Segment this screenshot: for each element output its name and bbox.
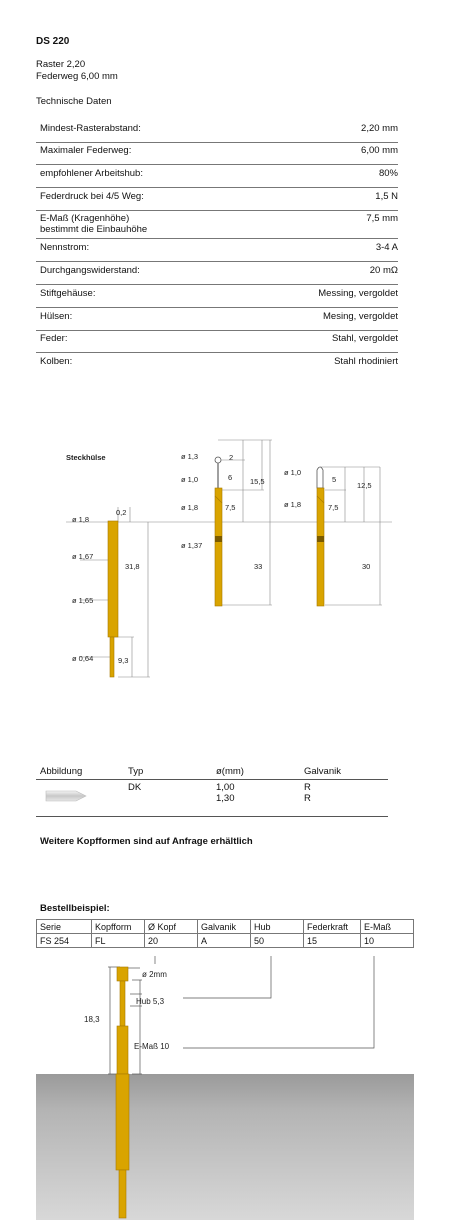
- spec-value: 6,00 mm: [361, 145, 398, 156]
- spec-row: [36, 309, 398, 331]
- spec-row: [36, 286, 398, 308]
- spec-label: E-Maß (Kragenhöhe) bestimmt die Einbauhöhe: [40, 213, 148, 235]
- section-title: Technische Daten: [36, 96, 112, 107]
- order-value-cell: FS 254: [37, 934, 92, 948]
- order-header-cell: Federkraft: [304, 920, 361, 934]
- spec-label: Kolben:: [40, 356, 73, 367]
- spec-value: 80%: [378, 168, 398, 179]
- head-typ: DK: [128, 782, 142, 793]
- pin1-b-label: 6: [228, 473, 233, 482]
- sleeve-d3-label: ø 1,65: [72, 596, 94, 605]
- order-value-cell: FL: [92, 934, 145, 948]
- pin1-a-label: 2: [229, 453, 234, 462]
- order-value-cell: 10: [361, 934, 414, 948]
- order-emass-label: E-Maß 10: [134, 1042, 170, 1051]
- head-table-header: [36, 766, 388, 780]
- spec-label: Nennstrom:: [40, 242, 90, 253]
- spec-label: Mindest-Rasterabstand:: [40, 123, 141, 134]
- sleeve-top-label: 0,2: [116, 508, 127, 517]
- pin1-c-label: 15,5: [250, 477, 265, 486]
- spec-value: 7,5 mm: [366, 213, 398, 224]
- order-table: [36, 919, 414, 948]
- spec-value: Stahl rhodiniert: [334, 356, 398, 367]
- order-value-row: [37, 934, 414, 948]
- order-drawing: [0, 950, 450, 1220]
- technical-drawing: [0, 430, 450, 690]
- pin1-d3-label: ø 1,8: [181, 503, 199, 512]
- spec-value: 1,5 N: [375, 191, 398, 202]
- pin1-len-label: 33: [254, 562, 263, 571]
- pin1-d1-label: ø 1,3: [181, 452, 199, 461]
- page-title: DS 220: [36, 36, 70, 47]
- spec-label: Federdruck bei 4/5 Weg:: [40, 191, 144, 202]
- spec-label: Maximaler Federweg:: [40, 145, 132, 156]
- order-header-cell: E-Maß: [361, 920, 414, 934]
- sleeve-tail-label: 9,3: [118, 656, 129, 665]
- pin2-d2-label: ø 1,8: [284, 500, 302, 509]
- spec-label: Hülsen:: [40, 311, 73, 322]
- spec-row: [36, 354, 398, 373]
- head-diameter-1: 1,00: [216, 782, 235, 793]
- order-value-cell: 50: [251, 934, 304, 948]
- pin2-d1-label: ø 1,0: [284, 468, 302, 477]
- order-title: Bestellbeispiel:: [40, 903, 110, 914]
- spec-value: Mesing, vergoldet: [323, 311, 398, 322]
- pin1-e-label: 7,5: [225, 503, 236, 512]
- order-value-cell: 20: [145, 934, 198, 948]
- spec-value: Messing, vergoldet: [318, 288, 398, 299]
- spec-row: [36, 263, 398, 285]
- federweg-text: Federweg 6,00 mm: [36, 71, 118, 82]
- spec-row: [36, 189, 398, 211]
- drawing-title: Steckhülse: [66, 453, 106, 462]
- spec-value: 20 mΩ: [369, 265, 398, 276]
- spec-label: Durchgangswiderstand:: [40, 265, 140, 276]
- order-value-cell: 15: [304, 934, 361, 948]
- order-header-cell: Hub: [251, 920, 304, 934]
- spec-row: [36, 166, 398, 188]
- sleeve-d1-label: ø 1,8: [72, 515, 90, 524]
- spec-row: [36, 143, 398, 165]
- order-header-cell: Galvanik: [198, 920, 251, 934]
- pin1-d4-label: ø 1,37: [181, 541, 203, 550]
- order-header-row: [37, 920, 414, 934]
- spec-row: [36, 331, 398, 353]
- spec-label: Stiftgehäuse:: [40, 288, 96, 299]
- head-diameter-2: 1,30: [216, 793, 235, 804]
- order-length-label: 18,3: [84, 1015, 100, 1024]
- spec-row: [36, 240, 398, 262]
- raster-text: Raster 2,20: [36, 59, 86, 70]
- note-text: Weitere Kopfformen sind auf Anfrage erhältlich: [40, 836, 253, 847]
- col-typ: Typ: [128, 766, 144, 777]
- head-image: [44, 787, 88, 805]
- pin2-a-label: 5: [332, 475, 337, 484]
- pin2-e-label: 7,5: [328, 503, 339, 512]
- spec-value: 3-4 A: [375, 242, 398, 253]
- col-diameter: ø(mm): [216, 766, 244, 777]
- spec-label: Feder:: [40, 333, 68, 344]
- spec-label: empfohlener Arbeitshub:: [40, 168, 143, 179]
- head-galvanik-1: R: [304, 782, 311, 793]
- pin2-len-label: 30: [362, 562, 371, 571]
- spec-value: Stahl, vergoldet: [331, 333, 398, 344]
- order-header-cell: Ø Kopf: [145, 920, 198, 934]
- sleeve-d4-label: ø 0,64: [72, 654, 94, 663]
- head-table-bottom-rule: [36, 816, 388, 817]
- order-header-cell: Serie: [37, 920, 92, 934]
- order-hub-label: Hub 5,3: [136, 997, 165, 1006]
- head-galvanik-2: R: [304, 793, 311, 804]
- order-header-cell: Kopfform: [92, 920, 145, 934]
- order-diameter-label: ø 2mm: [142, 970, 167, 979]
- pin2-b-label: 12,5: [357, 481, 372, 490]
- sleeve-len-label: 31,8: [125, 562, 140, 571]
- sleeve-d2-label: ø 1,67: [72, 552, 94, 561]
- col-abbildung: Abbildung: [40, 766, 83, 777]
- col-galvanik: Galvanik: [304, 766, 341, 777]
- spec-row: [36, 121, 398, 143]
- pin1-d2-label: ø 1,0: [181, 475, 199, 484]
- order-value-cell: A: [198, 934, 251, 948]
- spec-value: 2,20 mm: [361, 123, 398, 134]
- spec-row: [36, 211, 398, 239]
